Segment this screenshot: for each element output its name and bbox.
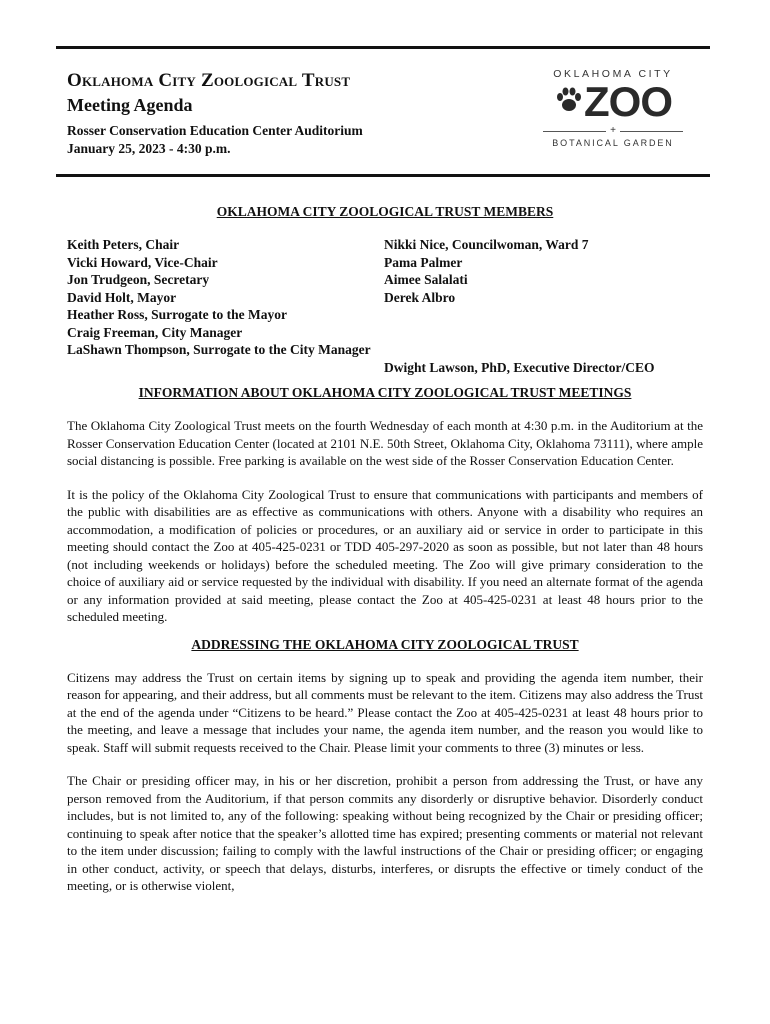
member-name: Jon Trudgeon, Secretary <box>67 272 210 287</box>
members-heading: OKLAHOMA CITY ZOOLOGICAL TRUST MEMBERS <box>216 204 554 219</box>
meeting-venue: Rosser Conservation Education Center Auditorium <box>67 123 363 138</box>
member-name: Vicki Howard, Vice-Chair <box>67 254 218 270</box>
meeting-schedule-paragraph: The Oklahoma City Zoological Trust meets on the fourth Wednesday of each month at 4:30 p.m. in the Auditorium at the Rosser Conservation Education Center (located at 2101 N.E. 50th Street, Oklahoma City, Oklahoma 73111), where ample social distancing is possible. Free parking is available on the west side of the Rosser Conservation Education Center. <box>67 418 703 468</box>
members-right-column <box>384 236 714 376</box>
conduct-paragraph: The Chair or presiding officer may, in his or her discretion, prohibit a person from addressing the Trust, or have any person removed from the Auditorium, if that person commits any disorderly or disruptive behavior. Disorderly conduct includes, but is not limited to, any of the following: speaking without being recognized by the Chair or presiding officer; continuing to speak after notice that the speaker’s allotted time has expired; presenting comments or material not relevant to the item under discussion; failing to comply with the lawful instructions of the Chair or presiding officer; or engaging in other conduct, activity, or speech that delays, disturbs, interferes, or disrupts the effective or timely conduct of the meeting, or is otherwise violent, <box>67 773 703 893</box>
logo-zoo-text: ZOO <box>584 78 672 125</box>
member-name: David Holt, Mayor <box>67 289 177 305</box>
member-name: Derek Albro <box>384 289 456 305</box>
document-body <box>67 203 703 895</box>
logo-garden-text: BOTANICAL GARDEN <box>552 138 674 148</box>
meeting-title: Meeting Agenda <box>67 95 193 115</box>
org-title: Oklahoma City Zoological Trust <box>67 70 351 91</box>
member-name: Craig Freeman, City Manager <box>67 324 243 340</box>
member-name: Dwight Lawson, PhD, Executive Director/CEO <box>384 359 655 375</box>
members-list <box>67 236 703 375</box>
member-name: Aimee Salalati <box>384 272 468 287</box>
member-name: LaShawn Thompson, Surrogate to the City Manager <box>67 342 371 357</box>
member-name: Pama Palmer <box>384 254 463 270</box>
logo-city-text: OKLAHOMA CITY <box>553 68 673 80</box>
member-name: Keith Peters, Chair <box>67 237 180 252</box>
top-rule <box>56 46 710 49</box>
addressing-heading: ADDRESSING THE OKLAHOMA CITY ZOOLOGICAL TRUST <box>191 636 579 652</box>
members-left-column <box>67 236 407 359</box>
header-rule <box>56 174 710 177</box>
info-heading: INFORMATION ABOUT OKLAHOMA CITY ZOOLOGICAL TRUST MEETINGS <box>138 385 632 400</box>
member-name: Heather Ross, Surrogate to the Mayor <box>67 307 287 322</box>
document-header <box>67 70 487 158</box>
accessibility-paragraph: It is the policy of the Oklahoma City Zoological Trust to ensure that communications with participants and members of the public with disabilities are as effective as communications with others. Anyone with a disability who requires an accommodation, a modification of policies or procedures, or an auxiliary aid or service in order to participate in this meeting should contact the Zoo at 405-425-0231 or TDD 405-297-2020 as soon as possible, but not later than 48 hours (not including weekends or holidays) before the scheduled meeting. The Zoo will give primary consideration to the choice of auxiliary aid or service requested by the individual with disability. If you need an alternate format of the agenda or any information provided at said meeting, please contact the Zoo at 405-425-0231 at least 48 hours prior to the scheduled meeting. <box>67 486 703 624</box>
citizens-address-paragraph: Citizens may address the Trust on certain items by signing up to speak and providing the agenda item number, their reason for appearing, and their address, but all comments must be relevant to the item. Citizens may also address the Trust at the end of the agenda under “Citizens to be heard.” Please contact the Zoo at 405-425-0231 at least 48 hours prior to the meeting, and leave a message that includes your name, the agenda item number, and the reason you would like to speak. Staff will submit requests received to the Chair. Please limit your comments to three (3) minutes or less. <box>67 669 703 755</box>
member-name: Nikki Nice, Councilwoman, Ward 7 <box>384 237 589 252</box>
zoo-logo <box>543 68 683 148</box>
meeting-datetime: January 25, 2023 - 4:30 p.m. <box>67 141 231 156</box>
logo-plus: + <box>610 125 616 136</box>
paw-print-icon <box>554 85 584 119</box>
